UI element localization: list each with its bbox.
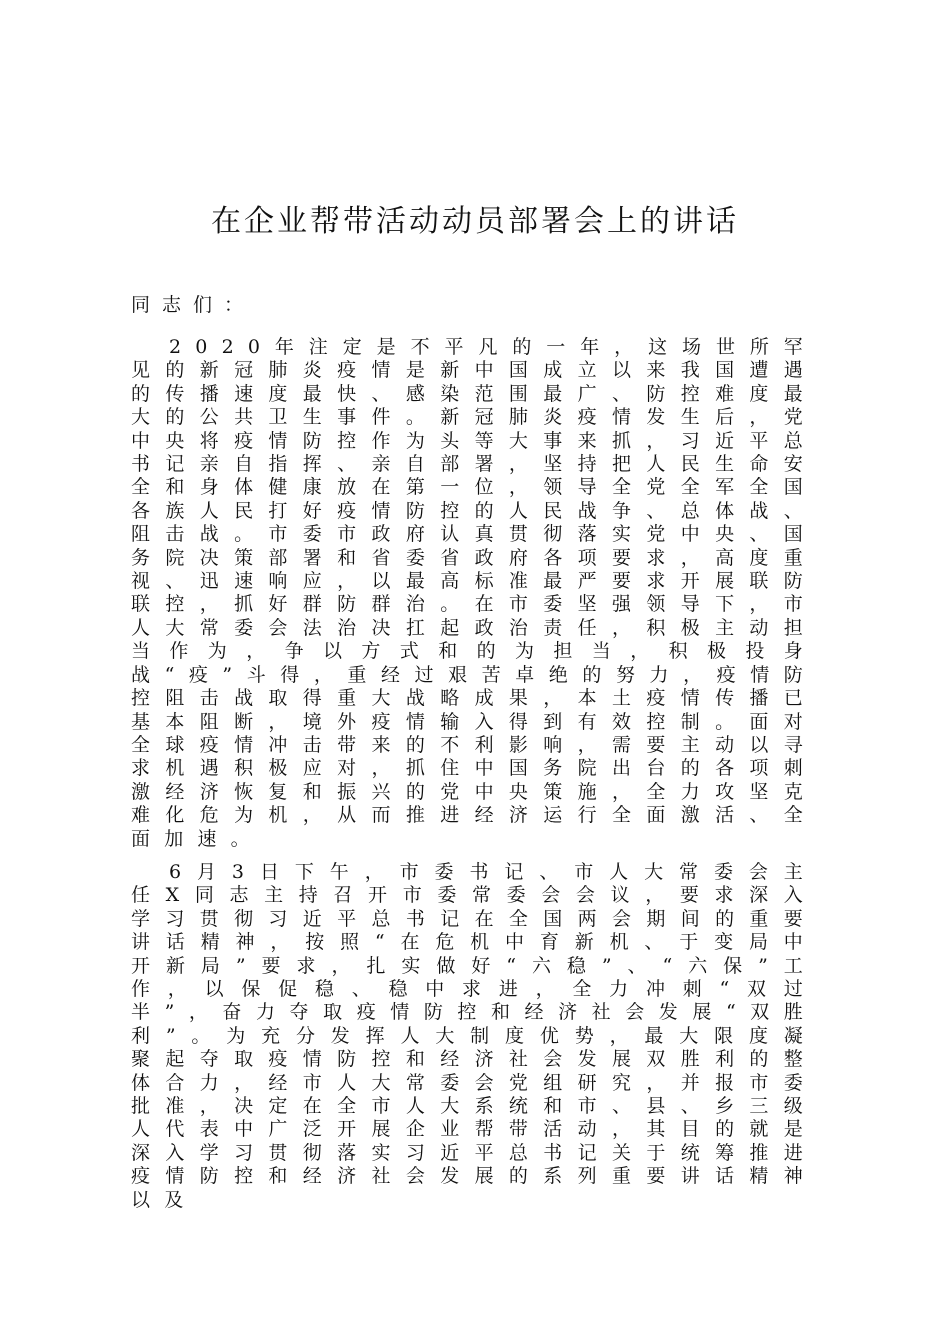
paragraph-1: 2020年注定是不平凡的一年，这场世所罕见的新冠肺炎疫情是新中国成立以来我国遭遇的传播速度最快、感染范围最广、防控难度最大的公共卫生事件。新冠肺炎疫情发生后，党中央将疫情防控作为头等大事来抓，习近平总书记亲自指挥、亲自部署，坚持把人民生命安全和身体健康放在第一位，领导全党全军全国各族人民打好疫情防控的人民战争、总体战、阻击战。市委市政府认真贯彻落实党中央、国务院决策部署和省委省政府各项要求，高度重视、迅速响应，以最高标准最严要求开展联防联控，抓好群防群治。在市委坚强领导下，市人大常委会法治决扛起政治责任，积极主动担当作为，争以方式和的为担当，积极投身战“疫”斗得，重经过艰苦卓绝的努力，疫情防控阻击战取得重大战略成果，本土疫情传播已基本阻断，境外疫情输入得到有效控制。面对全球疫情冲击带来的不利影响，需要主动以寻求机遇积极应对，抓住中国务院出台的各项刺激经济恢复和振兴的党中央策施，全力攻坚克难化危为机，从而推进经济运行全面激活、全面加速。 bbox=[131, 336, 817, 850]
document-body bbox=[131, 336, 817, 1222]
paragraph-2: 6月3日下午，市委书记、市人大常委会主任X同志主持召开市委常委会会议，要求深入学习贯彻习近平总书记在全国两会期间的重要讲话精神，按照“在危机中育新机、于变局中开新局”要求，扎实做好“六稳”、“六保”工作，以保促稳、稳中求进，全力冲刺“双过半”，奋力夺取疫情防控和经济社会发展“双胜利”。为充分发挥人大制度优势，最大限度凝聚起夺取疫情防控和经济社会发展双胜利的整体合力，经市人大常委会党组研究，并报市委批准，决定在全市人大系统和市、县、乡三级人代表中广泛开展企业帮带活动，其目的就是深入学习贯彻落实习近平总书记关于统筹推进疫情防控和经济社会发展的系列重要讲话精神以及 bbox=[131, 860, 817, 1211]
salutation: 同志们： bbox=[131, 294, 256, 316]
document-title: 在企业帮带活动动员部署会上的讲话 bbox=[211, 204, 739, 239]
